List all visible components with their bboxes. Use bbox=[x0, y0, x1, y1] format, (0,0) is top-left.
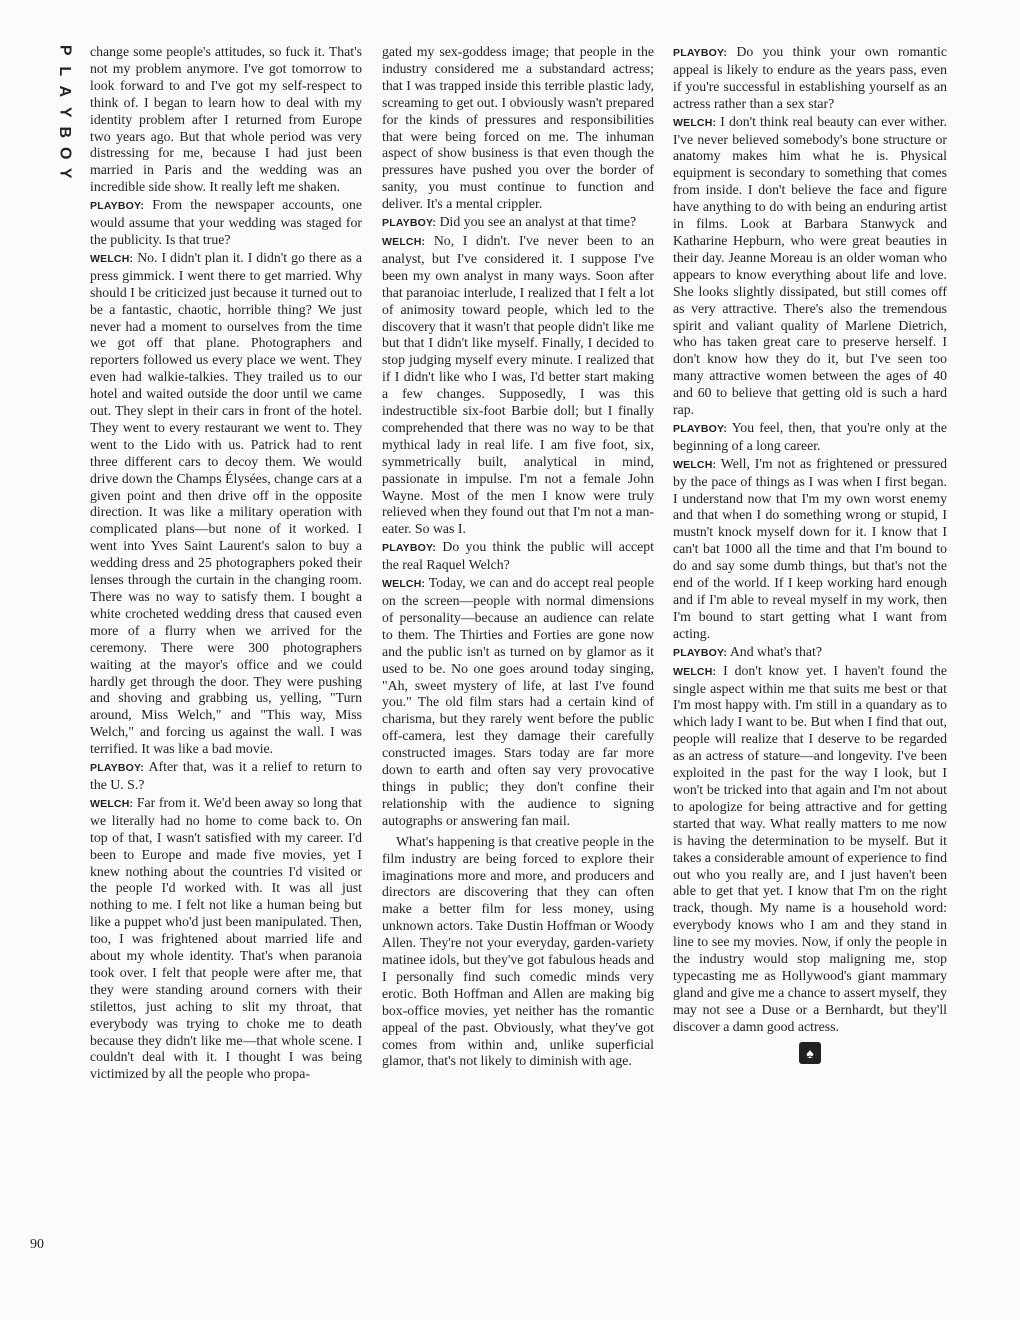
speaker-welch: WELCH: bbox=[90, 797, 134, 810]
interview-answer bbox=[673, 114, 947, 419]
speaker-welch: WELCH: bbox=[673, 116, 717, 129]
paragraph-text: From the newspaper accounts, one would assume that your wedding was staged for the publicity. Is that true? bbox=[90, 197, 363, 247]
interview-question bbox=[673, 420, 947, 455]
body-paragraph bbox=[90, 44, 362, 196]
magazine-letter: L bbox=[56, 65, 74, 76]
paragraph-text: Do you think the public will accept the real Raquel Welch? bbox=[382, 539, 654, 573]
speaker-playboy: PLAYBOY: bbox=[673, 422, 728, 435]
paragraph-text: gated my sex-goddess image; that people in the industry considered me a substandard actress; that I was trapped inside this terrible plastic lady, screaming to get out. I obviously wasn't prepared for the kinds of pressures and responsibilities that were being forced on me. The inhuman aspect of show business is that even though the pressures have pushed you over the border of sanity, you must continue to function and deliver. It's a mental crippler. bbox=[382, 44, 654, 212]
paragraph-text: Well, I'm not as frightened or pressured by the pace of things as I was when I first began. I understand now that I'm my own worst enemy and that when I do something wrong or stupid, I mustn't knock myself down for it. I know that I can't bat 1000 all the time and that I'm bound to do and say some dumb things, but that's not the end of the world. If I keep working hard enough and if I'm able to reveal myself in my work, then I'm bound to start getting what I want from acting. bbox=[673, 455, 947, 641]
interview-answer bbox=[673, 663, 947, 1036]
interview-answer bbox=[90, 250, 362, 758]
text-column-3 bbox=[673, 44, 947, 1064]
paragraph-text: After that, was it a relief to return to the U. S.? bbox=[90, 759, 362, 792]
speaker-playboy: PLAYBOY: bbox=[382, 217, 437, 230]
page-number: 90 bbox=[30, 1237, 44, 1252]
paragraph-text: Do you think your own romantic appeal is likely to endure as the years pass, even if you're successful in establishing yourself as an actress rather than a sex star? bbox=[673, 44, 947, 111]
magazine-letter: Y bbox=[56, 106, 74, 118]
speaker-playboy: PLAYBOY: bbox=[673, 47, 728, 59]
speaker-playboy: PLAYBOY: bbox=[382, 542, 437, 555]
paragraph-text: Today, we can and do accept real people on the screen—people with normal dimensions of personality—because an audience can relate to them. The Thirties and Forties are gone now and the public isn't as turned on by glamor as it used to be. No one goes around today singing, "Ah, sweet mystery of life, at last I've found you." The old film stars had a certain kind of charisma, but they rarely went before the public off-camera, lest they damage their carefully constructed images. Stars today are far more down to earth and often say very provocative things in public; they don't confine their relationship with the audience to signing autographs or answering fan mail. bbox=[382, 575, 655, 828]
text-column-1 bbox=[90, 44, 362, 1083]
speaker-playboy: PLAYBOY: bbox=[90, 762, 145, 775]
speaker-welch: WELCH: bbox=[90, 252, 134, 265]
paragraph-text: What's happening is that creative people in the film industry are being forced to explore their imaginations more and more, and producers and directors are discovering that they can often make a better film for less money, using unknown actors. Take Dustin Hoffman or Woody Allen. They're not your everyday, garden-variety matinee idols, but they've got fabulous heads and I personally find such comedic minds very erotic. Both Hoffman and Allen are making big box-office movies, yet neither has the romantic appeal of the past. Obviously, what they've got comes from within and, unlike superficial glamor, that's not likely to diminish with age. bbox=[382, 833, 654, 1069]
speaker-playboy: PLAYBOY: bbox=[90, 200, 145, 213]
interview-question bbox=[90, 759, 362, 794]
paragraph-text: Far from it. We'd been away so long that we literally had no home to come back to. On top of that, I wasn't satisfied with my career. I'd been to Europe and made five movies, yet I knew nothing about the countries I'd visited or the people I'd worked with. It was all just nothing to me. I felt not like a human being but like a puppet who'd just been manipulated. Then, too, I was frightened about married life and about my whole identity. That's when paranoia took over. I felt that people were after me, that they were standing around corners with their stilettos, just aching to slit my throat, that everybody was trying to choke me to death because they didn't like me—that whole scene. I couldn't deal with it. I thought I was being victimized by all the people who propa- bbox=[90, 794, 363, 1082]
speaker-playboy: PLAYBOY: bbox=[673, 646, 728, 659]
paragraph-text: Did you see an analyst at that time? bbox=[439, 214, 637, 230]
interview-question bbox=[673, 44, 947, 113]
speaker-welch: WELCH: bbox=[673, 665, 717, 678]
paragraph-text: And what's that? bbox=[729, 643, 822, 659]
paragraph-text: I don't think real beauty can ever wither. I've never believed somebody's bone structure or anatomy makes him what he is. Physical equipment is secondary to something that comes from inside. I don't believe the face and figure have anything to do with being an enduring artist in films. Look at Barbara Stanwyck and Katharine Hepburn, who were great beauties in their day. Jeanne Moreau is an older woman who appears to know everything about life and love. She looks slightly dissipated, but still comes off as very attractive. There's also the tremendous spirit and valiant quality of Marlene Dietrich, who has taken great care to preserve herself. I don't know how they do it, but I've seen too many attractive women between the ages of 40 and 60 to believe that getting old is such a hard rap. bbox=[673, 113, 948, 418]
interview-answer bbox=[382, 233, 654, 538]
magazine-letter: O bbox=[56, 146, 74, 159]
paragraph-text: I don't know yet. I haven't found the single aspect within me that suits me best or that I'm most happy with. I'm still in a quandary as to which lady I want to be. But when I find that out, people will realize that I deserve to be regarded as an actress of stature—and longevity. I've been exploited in the past for the way I look, but I won't be tricked into that again and I'm not about to apologize for being attractive and for getting started that way. What really matters to me now is having the determination to be myself. But it takes a considerable amount of experience to find out who you really are, and I just haven't been able to get that yet. I know that I'm on the right track, though. My name is a household word: everybody knows who I am and they stand in line to see my movies. Now, if only the people in the industry would stop maligning me, stop typecasting me as Hollywood's giant mammary gland and give me a chance to assert myself, they may not see a Duse or a Bernhardt, but they'll discover a damn good actress. bbox=[673, 662, 947, 1034]
body-paragraph bbox=[382, 44, 654, 213]
magazine-name-vertical bbox=[52, 40, 76, 184]
speaker-welch: WELCH: bbox=[382, 578, 426, 591]
body-paragraph bbox=[382, 834, 654, 1071]
paragraph-text: You feel, then, that you're only at the beginning of a long career. bbox=[673, 419, 948, 453]
interview-answer bbox=[382, 575, 654, 830]
interview-question bbox=[673, 644, 947, 662]
speaker-welch: WELCH: bbox=[382, 235, 426, 248]
interview-answer bbox=[673, 456, 947, 643]
speaker-welch: WELCH: bbox=[673, 458, 717, 471]
interview-question bbox=[90, 197, 362, 249]
end-of-article-icon: ♠ bbox=[799, 1042, 821, 1064]
paragraph-text: No, I didn't. I've never been to an analyst, but I've considered it. I suppose I've been my own analyst in many ways. Soon after that paranoiac interlude, I realized that I felt a lot of animosity toward people, which led to the discovery that it wasn't that people didn't like me but that I didn't like myself. Finally, I decided to stop judging myself every minute. I realized that if I didn't like who I was, I'd better start making a few changes. Supposedly, I was this indestructible six-foot Barbie doll; but I finally comprehended that there was no way to be that mythical lady in real life. I am five foot, six, symmetrically built, analytical in mind, passionate in impulse. I'm not a female John Wayne. Most of the men I know were truly relieved when they found out that I'm not a man-eater. So was I. bbox=[382, 232, 655, 537]
interview-question bbox=[382, 214, 654, 232]
interview-question bbox=[382, 539, 654, 574]
paragraph-text: change some people's attitudes, so fuck it. That's not my problem anymore. I've got tomorrow to look forward to and I've got my self-respect to think of. I began to learn how to deal with my identity problem after I returned from Europe two years ago. But that whole period was very distressing for me, because I had just been married in Paris and the wedding was an incredible side show. It really left me shaken. bbox=[90, 44, 362, 195]
magazine-letter: B bbox=[56, 126, 74, 139]
interview-answer bbox=[90, 795, 362, 1083]
magazine-letter: P bbox=[56, 44, 74, 56]
text-column-2 bbox=[382, 44, 654, 1070]
magazine-letter: A bbox=[56, 85, 74, 98]
paragraph-text: No. I didn't plan it. I didn't go there as a press gimmick. I went there to get married. Why should I be criticized just because it turned out to be a fantastic, chaotic, horrible thing? We just never had a moment to ourselves from the time we got off that plane. Photographers and reporters followed us every place we went. They even had walkie-talkies. They trailed us to our hotel and waited outside the door until we came out. They slept in their cars in front of the hotel. They went to every restaurant we went to. They went to the Lido with us. Patrick had to rent three different cars to decoy them. We would drive down the Champs Élysées, change cars at a given point and then drive off in the opposite direction. It was like a military operation with complicated plans—but none of it worked. I went into Yves Saint Laurent's salon to buy a wedding dress and 25 photographers poked their lenses through the curtain in the changing room. There was no way to satisfy them. I bought a white crocheted wedding dress that caused even more of a flurry when we arrived for the ceremony. There were 300 photographers waiting at the mayor's office and we could hardly get through the door. They were pushing and shoving and grabbing us, yelling, "Turn around, Miss Welch," and "This way, Miss Welch," and forcing us against the wall. I was terrified. It was like a bad movie. bbox=[90, 249, 363, 757]
magazine-letter: Y bbox=[56, 167, 74, 179]
